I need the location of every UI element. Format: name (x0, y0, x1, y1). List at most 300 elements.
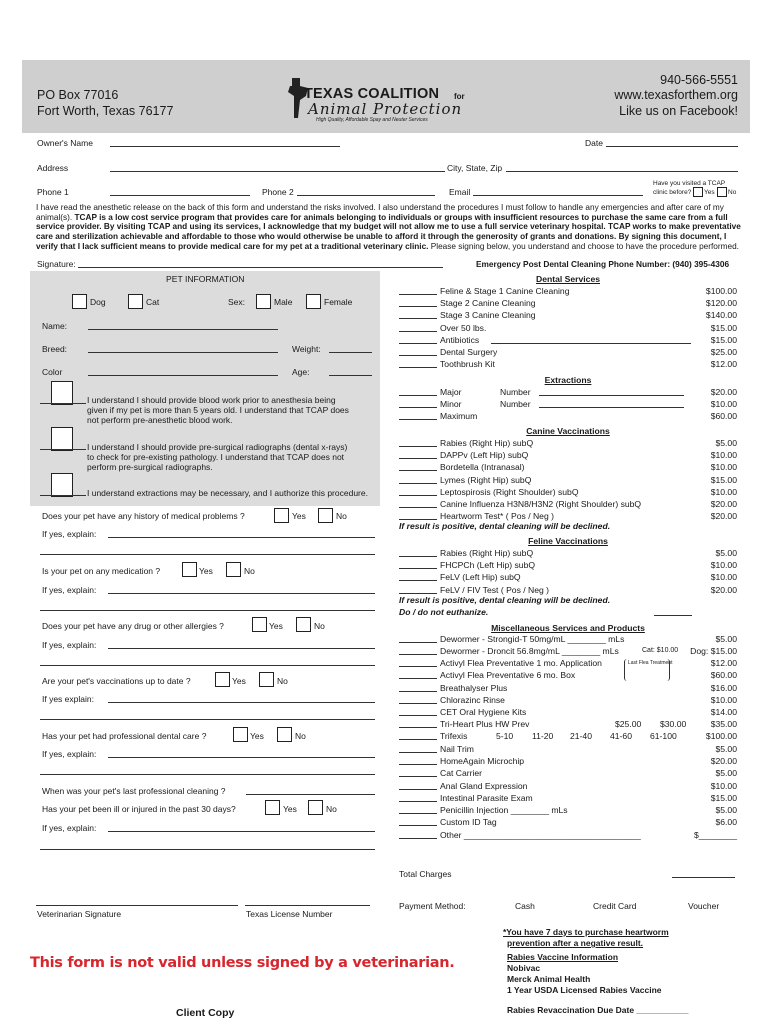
initial-blank[interactable] (399, 703, 437, 704)
strongid-price: $5.00 (715, 634, 737, 644)
service-name: Minor (440, 399, 462, 410)
website[interactable]: www.texasforthem.org (614, 88, 738, 102)
service-price: $15.00 (710, 792, 737, 803)
pet-name-field[interactable] (88, 329, 278, 330)
bloodwork-checkbox[interactable] (51, 381, 73, 405)
service-price: $10.00 (710, 780, 737, 791)
service-price: $10.00 (710, 486, 737, 497)
q5-yes-checkbox[interactable] (233, 727, 248, 742)
service-name: FeLV / FIV Test ( Pos / Neg ) (440, 584, 550, 595)
service-name: Over 50 lbs. (440, 322, 487, 333)
male-label: Male (274, 297, 293, 307)
strongid-name: Dewormer - Strongid-T 50mg/mL ________ mLs (440, 634, 625, 644)
service-name: Rabies (Right Hip) subQ (440, 548, 534, 558)
release-paragraph (36, 203, 741, 252)
extraction-initials-line[interactable] (40, 495, 86, 496)
canine-row[interactable] (399, 499, 737, 511)
service-price: $15.00 (710, 334, 737, 345)
payment-method-label: Payment Method: (399, 901, 466, 911)
initial-blank[interactable] (399, 507, 437, 508)
q4-no-label: No (277, 676, 288, 686)
extract-row[interactable] (399, 411, 737, 423)
service-name: Rabies (Right Hip) subQ (440, 438, 534, 448)
license-number-field[interactable] (245, 905, 370, 906)
service-price: $5.00 (715, 438, 737, 448)
bloodwork-text-3: not perform pre-anesthetic blood work. (87, 415, 233, 425)
trifexis-row[interactable] (399, 731, 737, 743)
question-dental-care: Has your pet had professional dental care ? (42, 731, 207, 741)
dog-label: Dog (90, 297, 106, 307)
phone2-label: Phone 2 (262, 187, 294, 197)
service-name: Chlorazinc Rinse (440, 695, 505, 706)
radiograph-text-2: to check for pre-existing pathology. I understand that TCAP does not (87, 452, 345, 462)
initial-blank[interactable] (399, 343, 437, 344)
q1-explain-field[interactable] (108, 537, 375, 538)
initial-blank[interactable] (399, 813, 437, 814)
triheart-price-2: $30.00 (660, 719, 687, 729)
vet-signature-label: Veterinarian Signature (37, 909, 122, 919)
initial-blank[interactable] (399, 446, 437, 447)
visited-question-1: Have you visited a TCAP (653, 180, 726, 187)
service-price: $60.00 (710, 411, 737, 422)
q7-yes-label: Yes (283, 804, 297, 814)
q7-explain-field-2[interactable] (40, 849, 375, 850)
client-copy-label: Client Copy (176, 1007, 235, 1019)
address-line-1: PO Box 77016 (37, 88, 119, 102)
initial-blank[interactable] (399, 776, 437, 777)
other-name: Other _____________________________________ (440, 830, 641, 840)
color-field[interactable] (88, 375, 278, 376)
q4-yes-checkbox[interactable] (215, 672, 230, 687)
service-price: $20.00 (710, 584, 737, 595)
initial-blank[interactable] (399, 318, 437, 319)
extract-row[interactable] (399, 387, 737, 399)
signature-field[interactable] (78, 267, 443, 268)
q3-yes-checkbox[interactable] (252, 617, 267, 632)
feline-row[interactable] (399, 572, 737, 584)
initial-blank[interactable] (399, 495, 437, 496)
visited-no-label: No (728, 189, 737, 196)
service-name: Leptospirosis (Right Shoulder) subQ (440, 486, 579, 497)
canine-row[interactable] (399, 462, 737, 474)
misc-2-row[interactable] (399, 756, 737, 768)
heartworm-note-1: *You have 7 days to purchase heartworm (503, 927, 669, 937)
service-name: Dental Surgery (440, 347, 498, 357)
triheart-name: Tri-Heart Plus HW Prev (440, 719, 530, 729)
question-medical-problems: Does your pet have any history of medical problems ? (42, 511, 245, 521)
q5-no-label: No (295, 731, 306, 741)
extraction-number-field[interactable] (539, 407, 684, 408)
female-label: Female (324, 297, 353, 307)
misc-2-row[interactable] (399, 805, 737, 817)
canine-row[interactable] (399, 450, 737, 462)
q4-explain-label: If yes explain: (42, 694, 94, 704)
q1-explain-label: If yes, explain: (42, 529, 97, 539)
droncit-dog-price: Dog: $15.00 (690, 646, 737, 656)
dental-row[interactable] (399, 335, 737, 347)
radiograph-initials-line[interactable] (40, 449, 86, 450)
trifexis-weight[interactable]: 11-20 (532, 731, 554, 741)
service-price: $140.00 (705, 310, 737, 321)
service-price: $20.00 (710, 511, 737, 522)
initial-blank[interactable] (399, 580, 437, 581)
misc-2-row[interactable] (399, 817, 737, 829)
canine-vaccinations-title: Canine Vaccinations (526, 426, 610, 436)
q5-explain-label: If yes, explain: (42, 749, 97, 759)
initial-blank[interactable] (399, 556, 437, 557)
service-price: $5.00 (715, 744, 737, 754)
service-price: $20.00 (710, 499, 737, 509)
radiograph-text-3: perform pre-surgical radiographs. (87, 462, 213, 472)
invalid-warning: This form is not valid unless signed by a veterinarian. (30, 955, 455, 971)
misc-row[interactable] (399, 683, 737, 695)
service-price: $20.00 (710, 387, 737, 397)
misc-2-row[interactable] (399, 781, 737, 793)
initial-blank[interactable] (399, 691, 437, 692)
strongid-row[interactable] (399, 634, 737, 646)
release-text-1: I have read the anesthetic release on the back of this form and understand the risks involved. I also understand the procedures I must follow to handle any emergencies and after care of my animal(s). (36, 203, 724, 222)
service-name: Stage 2 Canine Cleaning (440, 298, 536, 309)
sex-label: Sex: (228, 297, 246, 307)
release-text-3: Please signing below, you understand and choose to have the procedure performed. (428, 241, 739, 251)
logo-tagline: High Quality, Affordable Spay and Neuter Services (316, 117, 428, 123)
service-price: $16.00 (710, 683, 737, 693)
service-name: Canine Influenza H3N8/H3N2 (Right Shoulder) subQ (440, 499, 642, 509)
service-price: $20.00 (710, 756, 737, 767)
rabies-revaccination-due: Rabies Revaccination Due Date ___________ (507, 1005, 689, 1015)
initial-blank[interactable] (399, 395, 437, 396)
payment-credit-card[interactable]: Credit Card (593, 901, 637, 911)
service-name: Lymes (Right Hip) subQ (440, 474, 532, 485)
date-label: Date (585, 138, 603, 148)
misc-row[interactable] (399, 707, 737, 719)
visited-yes-label: Yes (704, 189, 715, 196)
dental-row[interactable] (399, 310, 737, 322)
release-text-2: TCAP is a low cost service program that provides care for animals belonging to individuals or groups with insufficient resources to purchase the same care from a full service provider. By visiting TCAP and using its services, I acknowledge that my budget will not allow me to use a full service veterinary hospital. TCAP works to make preventative care and sterilization achievable and affordable to those who would otherwise be unable to afford it through the generosity of grants and donations. By signing this document, I verify that I lack sufficient means to provide medical care for my pet at a traditional veterinary clinic. (36, 212, 741, 251)
cat-checkbox[interactable] (128, 294, 143, 309)
triheart-price-3: $35.00 (710, 719, 737, 729)
service-price: $120.00 (705, 298, 737, 309)
radiograph-checkbox[interactable] (51, 427, 73, 451)
q7-yes-checkbox[interactable] (265, 800, 280, 815)
misc-row[interactable] (399, 695, 737, 707)
q5-yes-label: Yes (250, 731, 264, 741)
initial-blank[interactable] (399, 419, 437, 420)
initial-blank[interactable] (399, 568, 437, 569)
logo-title: TEXAS COALITION (304, 86, 440, 102)
logo-script: Animal Protection (308, 100, 463, 118)
q7-no-label: No (326, 804, 337, 814)
weight-label: Weight: (292, 344, 321, 354)
extraction-number-field[interactable] (539, 395, 684, 396)
service-price: $15.00 (710, 474, 737, 485)
extraction-checkbox[interactable] (51, 473, 73, 497)
service-price: $14.00 (710, 707, 737, 718)
initial-blank[interactable] (399, 801, 437, 802)
logo (286, 78, 486, 128)
q1-yes-label: Yes (292, 511, 306, 521)
service-name: Penicillin Injection ________ mLs (440, 805, 568, 815)
misc-2-row[interactable] (399, 768, 737, 780)
q2-no-checkbox[interactable] (226, 562, 241, 577)
color-label: Color (42, 367, 63, 377)
service-name: Anal Gland Expression (440, 780, 528, 791)
question-last-cleaning: When was your pet's last professional cleaning ? (42, 786, 226, 796)
dental-services-title: Dental Services (535, 274, 600, 284)
initial-blank[interactable] (399, 407, 437, 408)
droncit-cat-price: Cat: $10.00 (642, 647, 679, 654)
initial-blank[interactable] (399, 458, 437, 459)
phone2-field[interactable] (297, 195, 435, 196)
phone-number: 940-566-5551 (660, 73, 738, 87)
service-name: CET Oral Hygiene Kits (440, 707, 527, 718)
payment-cash[interactable]: Cash (515, 901, 535, 911)
email-label: Email (449, 187, 471, 197)
q3-explain-label: If yes, explain: (42, 640, 97, 650)
question-medication: Is your pet on any medication ? (42, 566, 161, 576)
extractions-title: Extractions (544, 375, 592, 385)
email-field[interactable] (473, 195, 643, 196)
service-name: FeLV (Left Hip) subQ (440, 572, 521, 583)
flea-1mo-name: Activyl Flea Preventative 1 mo. Application (440, 658, 602, 668)
service-price: $100.00 (705, 286, 737, 296)
misc-services-title: Miscellaneous Services and Products (491, 623, 645, 633)
service-name: Intestinal Parasite Exam (440, 792, 533, 803)
service-price: $6.00 (715, 817, 737, 828)
cat-label: Cat (146, 297, 160, 307)
service-price: $10.00 (710, 560, 737, 571)
payment-voucher[interactable]: Voucher (688, 901, 720, 911)
feline-row[interactable] (399, 560, 737, 572)
initial-blank[interactable] (399, 294, 437, 295)
q7-explain-label: If yes, explain: (42, 823, 97, 833)
service-price: $12.00 (710, 359, 737, 370)
initial-blank[interactable] (399, 752, 437, 753)
trifexis-weight[interactable]: 21-40 (570, 731, 592, 741)
feline-row[interactable] (399, 548, 737, 560)
other-price: $________ (693, 830, 737, 840)
triheart-row[interactable] (399, 719, 737, 731)
q4-yes-label: Yes (232, 676, 246, 686)
service-price: $5.00 (715, 768, 737, 779)
initial-blank[interactable] (399, 331, 437, 332)
trifexis-price: $100.00 (705, 731, 737, 741)
rabies-info-maker: Merck Animal Health (507, 974, 591, 984)
phone1-field[interactable] (110, 195, 250, 196)
feline-vaccinations-title: Feline Vaccinations (528, 536, 608, 546)
address-line-2: Fort Worth, Texas 76177 (37, 104, 174, 118)
triheart-price-1: $25.00 (615, 719, 642, 729)
date-field[interactable] (606, 146, 738, 147)
service-name: Cat Carrier (440, 768, 483, 779)
visited-yes-checkbox[interactable] (693, 187, 703, 197)
q7-explain-field[interactable] (108, 831, 375, 832)
q4-explain-field-2[interactable] (40, 719, 375, 720)
q3-no-label: No (314, 621, 325, 631)
question-vaccinations: Are your pet's vaccinations up to date ? (42, 676, 191, 686)
droncit-row[interactable] (399, 646, 737, 658)
trifexis-weight[interactable]: 61-100 (650, 731, 677, 741)
flea-6mo-row[interactable] (399, 670, 737, 682)
q3-explain-field-2[interactable] (40, 665, 375, 666)
signature-label: Signature: (37, 259, 76, 269)
female-checkbox[interactable] (306, 294, 321, 309)
misc-2-row[interactable] (399, 793, 737, 805)
bloodwork-text-2: given if my pet is more than 5 years old. I understand that TCAP does (87, 405, 349, 415)
bloodwork-text-1: I understand I should provide blood work prior to anesthesia being (87, 395, 336, 405)
age-label: Age: (292, 367, 310, 377)
q2-explain-field[interactable] (108, 593, 375, 594)
visited-question-2: clinic before? (653, 189, 692, 196)
weight-field[interactable] (329, 352, 372, 353)
other-row[interactable] (399, 830, 737, 842)
q2-explain-label: If yes, explain: (42, 585, 97, 595)
extraction-number-label: Number (500, 387, 531, 397)
extraction-text: I understand extractions may be necessary, and I authorize this procedure. (87, 488, 368, 498)
q1-no-checkbox[interactable] (318, 508, 333, 523)
rabies-info-brand: Nobivac (507, 963, 541, 973)
phone1-label: Phone 1 (37, 187, 69, 197)
service-name: Major (440, 387, 462, 397)
initial-blank[interactable] (399, 367, 437, 368)
service-name: FHCPCh (Left Hip) subQ (440, 560, 536, 571)
address-label: Address (37, 163, 69, 173)
service-name: Toothbrush Kit (440, 359, 495, 370)
dental-row[interactable] (399, 323, 737, 335)
q2-yes-checkbox[interactable] (182, 562, 197, 577)
last-cleaning-field[interactable] (246, 794, 375, 795)
q3-explain-field[interactable] (108, 648, 375, 649)
service-price: $10.00 (710, 695, 737, 706)
euthanize-option: Do / do not euthanize. (399, 607, 489, 617)
q5-explain-field[interactable] (108, 757, 375, 758)
pet-name-label: Name: (42, 321, 68, 331)
question-ill-injured: Has your pet been ill or injured in the past 30 days? (42, 804, 236, 814)
q3-yes-label: Yes (269, 621, 283, 631)
service-price: $10.00 (710, 399, 737, 410)
service-name: Antibiotics (440, 334, 480, 345)
euthanize-initials[interactable] (654, 615, 692, 616)
dog-checkbox[interactable] (72, 294, 87, 309)
q5-no-checkbox[interactable] (277, 727, 292, 742)
emergency-phone: Emergency Post Dental Cleaning Phone Number: (940) 395-4306 (476, 259, 730, 269)
service-price: $10.00 (710, 450, 737, 461)
breed-label: Breed: (42, 344, 68, 354)
address-field[interactable] (110, 171, 445, 172)
dental-row[interactable] (399, 359, 737, 371)
canine-row[interactable] (399, 487, 737, 499)
service-price: $10.00 (710, 572, 737, 583)
service-name: HomeAgain Microchip (440, 756, 525, 767)
q4-explain-field[interactable] (108, 702, 375, 703)
dental-row[interactable] (399, 347, 737, 359)
droncit-name: Dewormer - Droncit 56.8mg/mL ________ mLs (440, 646, 619, 656)
service-name: Stage 3 Canine Cleaning (440, 310, 536, 321)
male-checkbox[interactable] (256, 294, 271, 309)
flea-6mo-name: Activyl Flea Preventative 6 mo. Box (440, 670, 576, 680)
service-name: Custom ID Tag (440, 817, 497, 828)
facebook-text: Like us on Facebook! (619, 104, 738, 118)
initial-blank[interactable] (399, 825, 437, 826)
initial-blank[interactable] (399, 715, 437, 716)
trifexis-weight[interactable]: 5-10 (496, 731, 514, 741)
q2-yes-label: Yes (199, 566, 213, 576)
service-price: $15.00 (710, 322, 737, 333)
service-name: Bordetella (Intranasal) (440, 462, 525, 473)
q4-no-checkbox[interactable] (259, 672, 274, 687)
radiograph-text-1: I understand I should provide pre-surgical radiographs (dental x-rays) (87, 442, 348, 452)
service-name: Breathalyser Plus (440, 683, 508, 693)
service-price: $5.00 (715, 548, 737, 558)
service-price: $10.00 (710, 462, 737, 473)
trifexis-weight[interactable]: 41-60 (610, 731, 632, 741)
logo-for: for (454, 92, 465, 101)
breed-field[interactable] (88, 352, 278, 353)
dental-row[interactable] (399, 298, 737, 310)
canine-row[interactable] (399, 438, 737, 450)
rabies-info-title: Rabies Vaccine Information (507, 952, 619, 962)
q5-explain-field-2[interactable] (40, 774, 375, 775)
service-name: Feline & Stage 1 Canine Cleaning (440, 286, 570, 296)
total-charges-field[interactable] (672, 877, 735, 878)
canine-row[interactable] (399, 475, 737, 487)
last-flea-label: Last Flea Treatment (628, 660, 673, 666)
extract-row[interactable] (399, 399, 737, 411)
initial-blank[interactable] (399, 483, 437, 484)
feline-test-note: If result is positive, dental cleaning will be declined. (399, 595, 611, 605)
q2-no-label: No (244, 566, 255, 576)
initial-blank[interactable] (399, 306, 437, 307)
owner-name-field[interactable] (110, 146, 340, 147)
canine-heartworm-note: If result is positive, dental cleaning will be declined. (399, 521, 611, 531)
flea-1mo-price: $12.00 (710, 658, 737, 668)
owner-name-label: Owner's Name (37, 138, 93, 148)
initial-blank[interactable] (399, 593, 437, 594)
antibiotics-line[interactable] (491, 343, 691, 344)
dental-row[interactable] (399, 286, 737, 298)
city-state-zip-field[interactable] (506, 171, 738, 172)
q1-explain-field-2[interactable] (40, 554, 375, 555)
license-number-label: Texas License Number (246, 909, 333, 919)
service-price: $5.00 (715, 805, 737, 815)
visited-no-checkbox[interactable] (717, 187, 727, 197)
age-field[interactable] (329, 375, 372, 376)
q7-no-checkbox[interactable] (308, 800, 323, 815)
service-price: $25.00 (710, 347, 737, 357)
q3-no-checkbox[interactable] (296, 617, 311, 632)
flea-1mo-row[interactable] (399, 658, 737, 670)
service-name: Heartworm Test* ( Pos / Neg ) (440, 511, 554, 522)
misc-2-row[interactable] (399, 744, 737, 756)
q1-yes-checkbox[interactable] (274, 508, 289, 523)
pet-info-title: PET INFORMATION (166, 274, 245, 284)
q2-explain-field-2[interactable] (40, 610, 375, 611)
question-allergies: Does your pet have any drug or other allergies ? (42, 621, 224, 631)
bloodwork-initials-line[interactable] (40, 403, 86, 404)
initial-blank[interactable] (399, 470, 437, 471)
initial-blank[interactable] (399, 355, 437, 356)
trifexis-name: Trifexis (440, 731, 468, 741)
total-charges-label: Total Charges (399, 869, 452, 879)
initial-blank[interactable] (399, 764, 437, 765)
city-state-zip-label: City, State, Zip (447, 163, 503, 173)
service-name: Nail Trim (440, 744, 474, 754)
q1-no-label: No (336, 511, 347, 521)
extraction-number-label: Number (500, 399, 531, 410)
vet-signature-field[interactable] (36, 905, 238, 906)
initial-blank[interactable] (399, 789, 437, 790)
service-name: DAPPv (Left Hip) subQ (440, 450, 529, 461)
